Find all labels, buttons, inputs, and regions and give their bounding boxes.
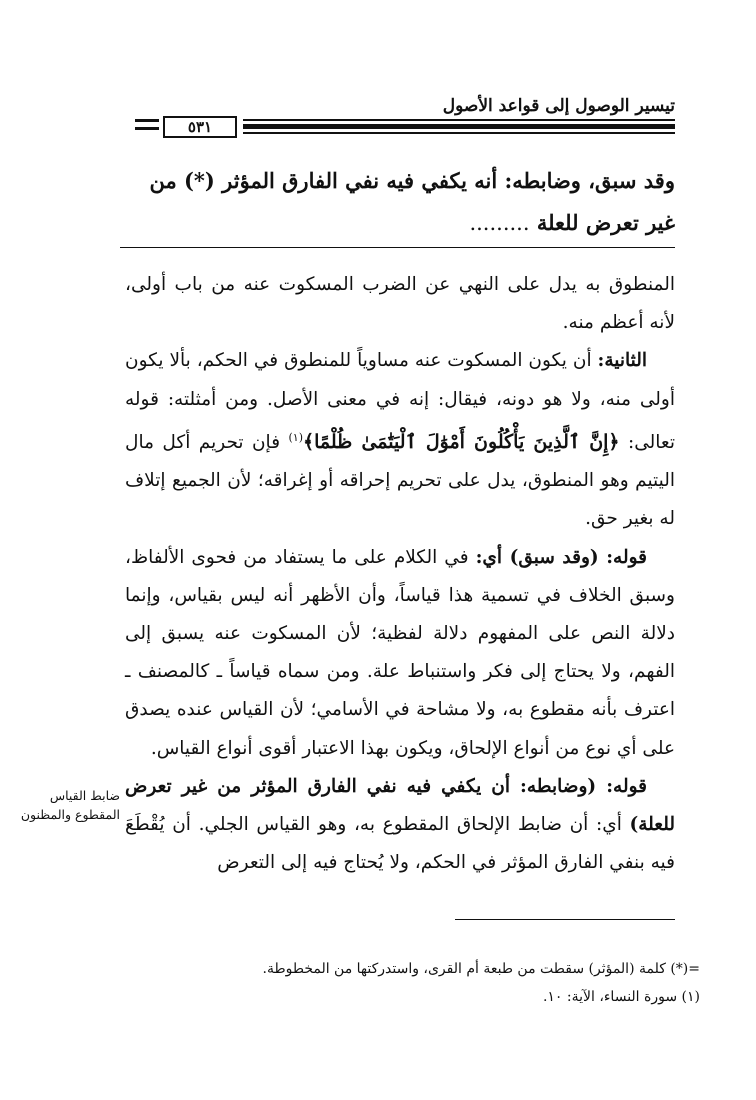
matn-dots: ......... xyxy=(469,211,530,235)
running-title: تيسير الوصول إلى قواعد الأصول xyxy=(442,96,675,116)
footnotes xyxy=(125,955,700,1011)
header-rule-thick xyxy=(243,124,675,129)
page-number: ٥٣١ xyxy=(163,116,237,138)
matn-separator xyxy=(120,247,675,248)
matn-text xyxy=(130,160,675,244)
header-rule-thin xyxy=(243,119,675,121)
header-rule-left-1 xyxy=(135,119,159,122)
footnote-1: (١) سورة النساء، الآية: ١٠. xyxy=(542,989,700,1005)
matn-line-1: وقد سبق، وضابطه: أنه يكفي فيه نفي الفارق المؤثر (*) من xyxy=(149,168,675,193)
commentary-body xyxy=(125,266,675,882)
margin-note xyxy=(8,786,120,824)
matn-line-2-text: غير تعرض للعلة xyxy=(536,210,675,235)
footnote-rule xyxy=(455,919,675,920)
header-rule-thin-bottom xyxy=(243,132,675,134)
quran-verse: ﴿إِنَّ ٱلَّذِينَ يَأْكُلُونَ أَمْوَٰلَ ٱلْيَتَٰمَىٰ ظُلْمًا﴾ xyxy=(302,430,620,453)
paragraph-4-text: أي: أن ضابط الإلحاق المقطوع به، وهو القياس الجلي. أن يُقْطَعَ فيه بنفي الفارق المؤثر في الحكم، ولا يُحتاج فيه إلى التعرض xyxy=(125,814,675,874)
paragraph-1: المنطوق به يدل على النهي عن الضرب المسكوت عنه من باب أولى، لأنه أعظم منه. xyxy=(125,274,675,334)
matn-line-2 xyxy=(130,202,675,244)
paragraph-2 xyxy=(125,342,675,538)
paragraph-2-label: الثانية: xyxy=(597,350,647,372)
paragraph-3 xyxy=(125,539,675,768)
page-header xyxy=(135,92,675,140)
footnote-star: =(*) كلمة (المؤثر) سقطت من طبعة أم القرى، واستدركتها من المخطوطة. xyxy=(262,961,700,977)
paragraph-4-label: قوله: (وضابطه: أن يكفي فيه نفي الفارق المؤثر من غير تعرض للعلة) xyxy=(125,775,675,835)
margin-note-line-1: ضابط القياس xyxy=(49,788,120,803)
header-rule-left-2 xyxy=(135,127,159,130)
footnote-ref-1: (١) xyxy=(288,430,303,444)
paragraph-2-text: أن يكون المسكوت عنه مساوياً للمنطوق في الحكم، بألا يكون أولى منه، ولا هو دونه، فيقال: إنه في معنى الأصل. ومن أمثلته: قوله تعالى: xyxy=(125,350,676,453)
paragraph-4 xyxy=(125,768,675,883)
paragraph-2-rest: فإن تحريم أكل مال اليتيم وهو المنطوق، يدل على تحريم إحراقه أو إغراقه؛ لأن الجميع إتلاف له بغير حق. xyxy=(125,431,675,530)
paragraph-3-text: في الكلام على ما يستفاد من فحوى الألفاظ، وسبق الخلاف في تسمية هذا قياساً، وأن الأظهر أنه ليس بقياس، وإنما دلالة النص على المفهوم دلالة لفظية؛ لأن المسكوت عنه يسبق إلى الفهم، ولا يحتاج إلى فكر واستنباط علة. ومن سماه قياساً ـ كالمصنف ـ اعترف بأنه مقطوع به، ولا مشاحة في الأسامي؛ لأن القياس عنده يصدق على أي نوع من أنواع الإلحاق، ويكون بهذا الاعتبار أقوى أنواع القياس. xyxy=(125,546,675,759)
margin-note-line-2: المقطوع والمظنون xyxy=(20,807,120,822)
paragraph-3-label: قوله: (وقد سبق) أي: xyxy=(475,546,647,568)
